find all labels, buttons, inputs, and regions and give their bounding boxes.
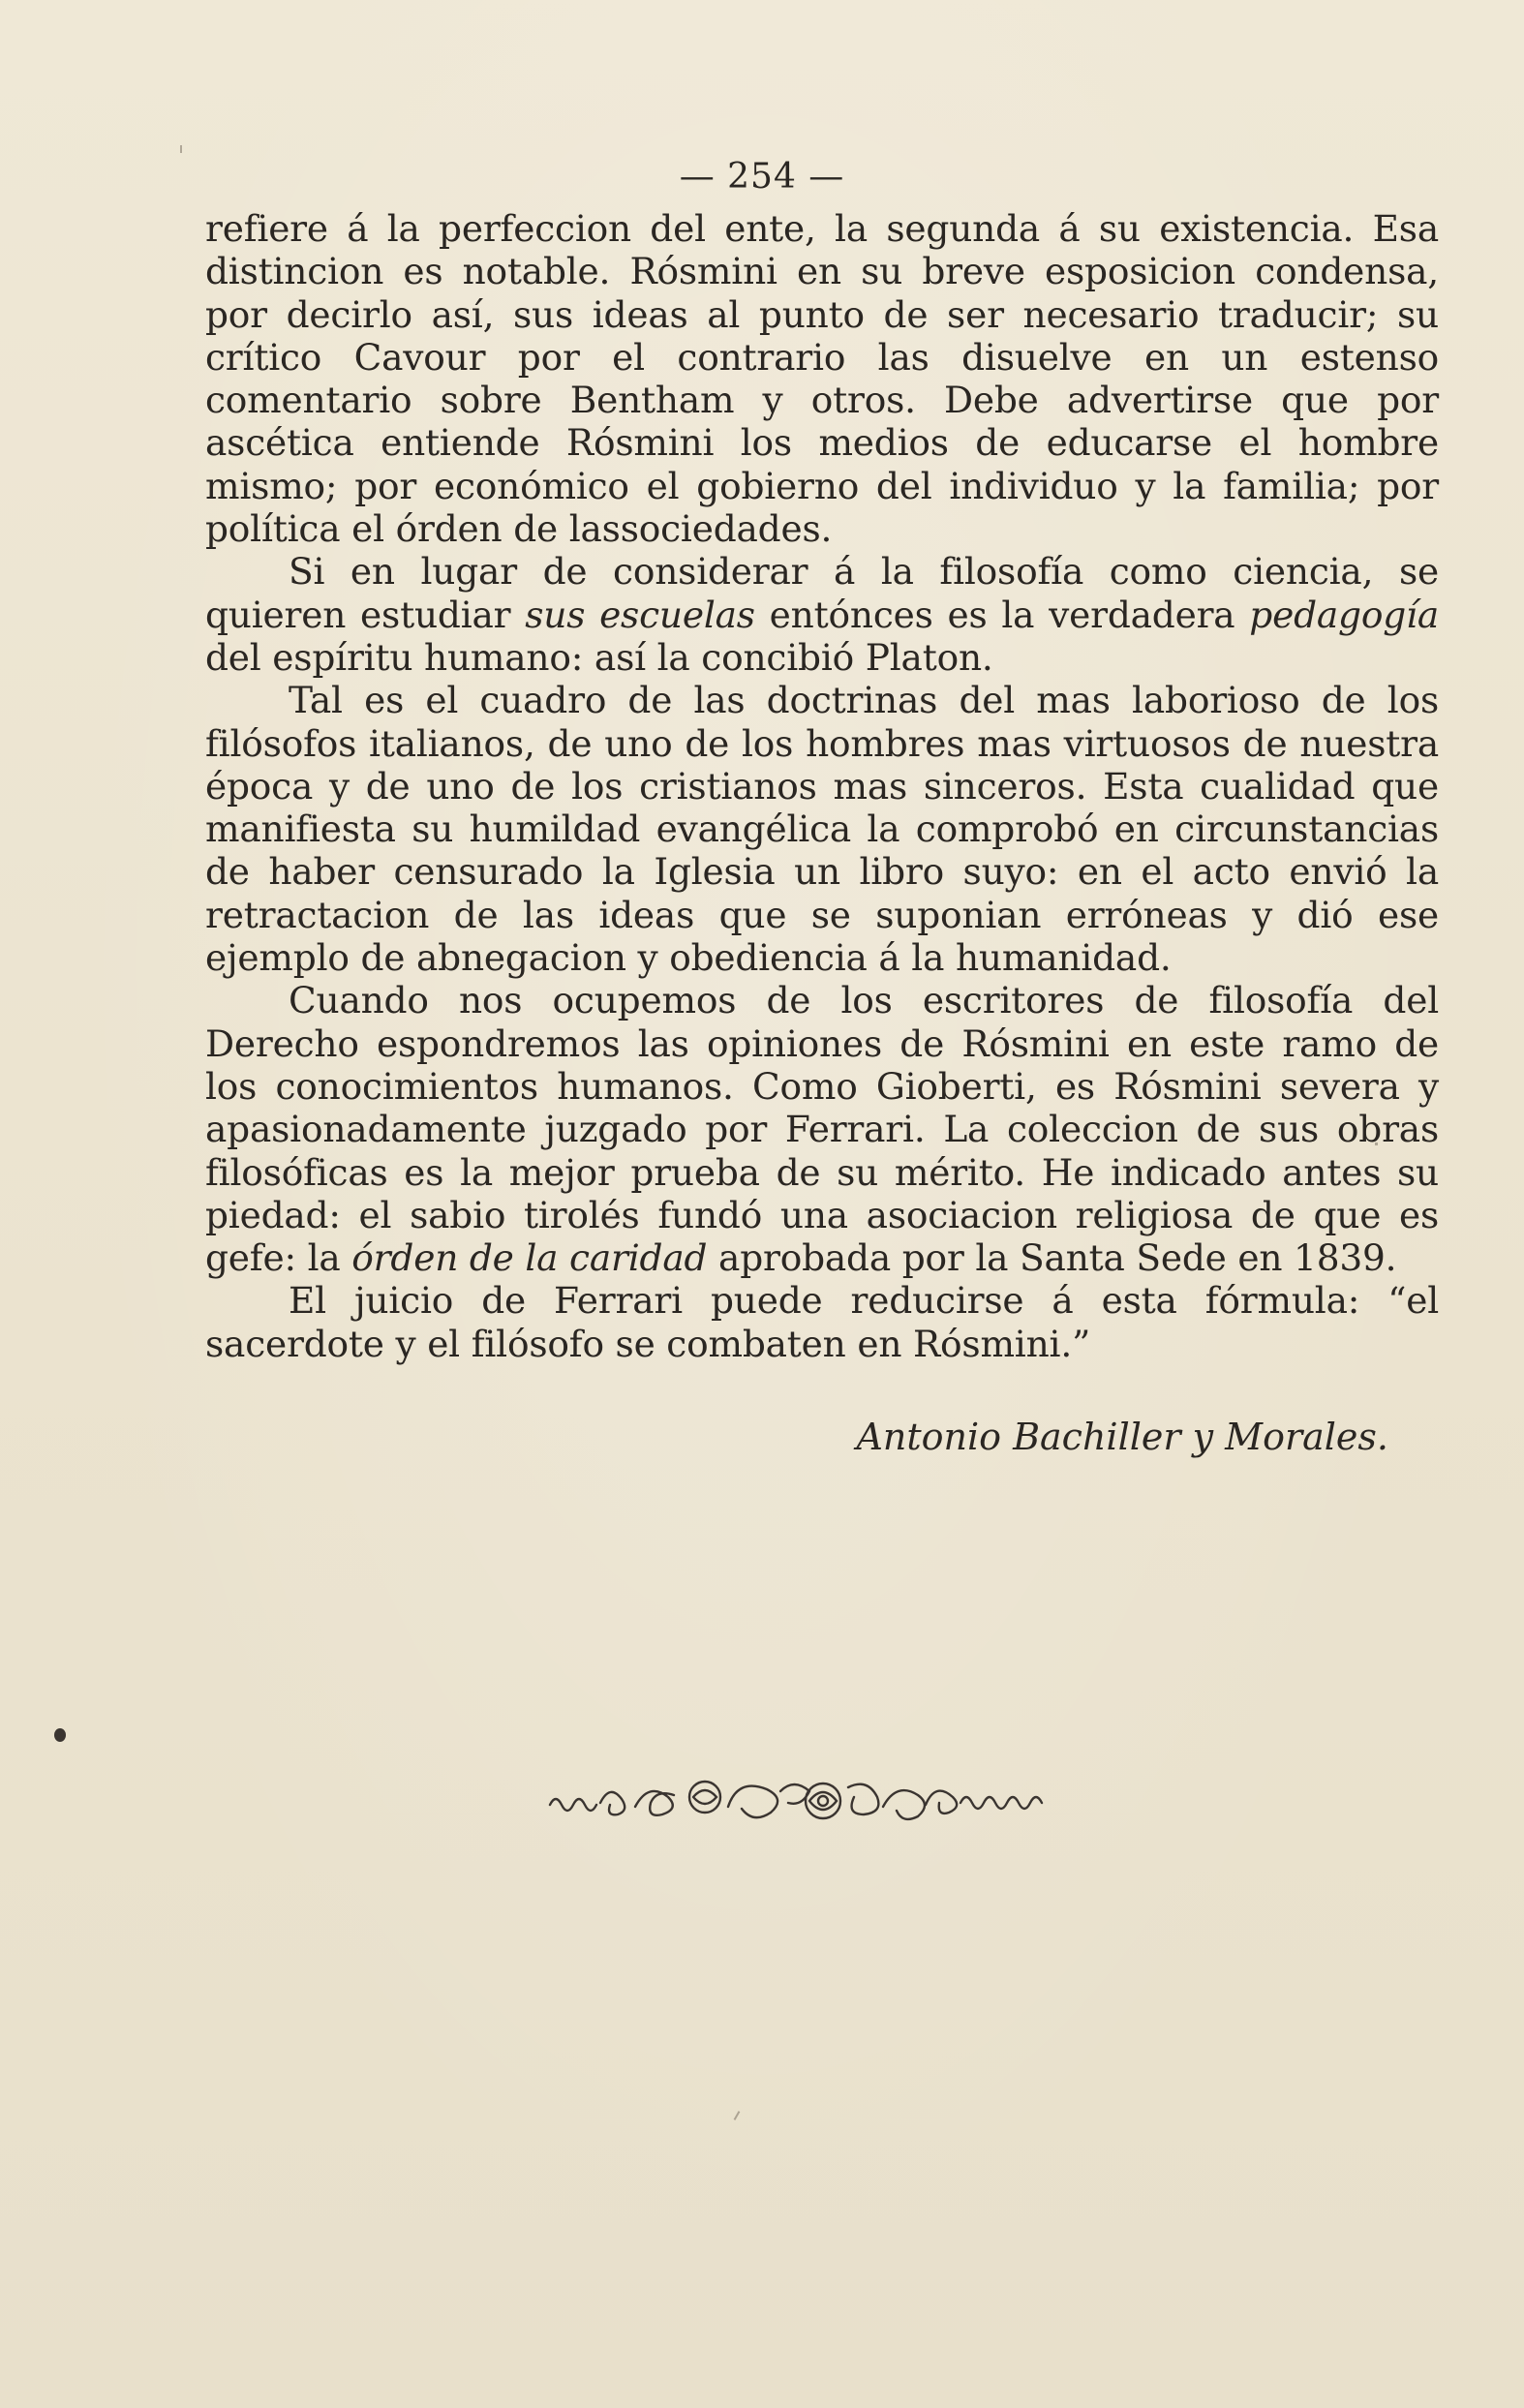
text-run: aprobada por la Santa Sede en 1839. xyxy=(707,1236,1397,1280)
ornament-vignette-icon xyxy=(542,1768,1084,1830)
page-number: — 254 — xyxy=(679,157,845,197)
text-run: Cuando nos ocupemos de los escritores de filosofía del Derecho espondremos las opiniones de Rósmini en este ramo de los conocimientos humanos. Como Gioberti, es Rósmini severa y apasionadamente juzgado por Ferrari. La coleccion de sus obras filosóficas es la mejor prueba de su mérito. He indicado antes su piedad: el sabio tirolés fundó una asociacion religiosa de que es gefe: la xyxy=(205,979,1439,1280)
paper-speck xyxy=(180,145,182,153)
paragraph xyxy=(205,207,1439,550)
body-text xyxy=(205,207,1439,1365)
author-signature: Antonio Bachiller y Morales. xyxy=(856,1416,1388,1458)
text-run: El juicio de Ferrari puede reducirse á esta fórmula: “el sacerdote y el filósofo se combaten en Rósmini.” xyxy=(205,1279,1439,1365)
ornament-svg xyxy=(542,1768,1084,1830)
margin-mark xyxy=(54,1728,66,1742)
text-run: del espíritu humano: así la concibió Platon. xyxy=(205,635,993,679)
text-run: refiere á la perfeccion del ente, la segunda á su existencia. Esa distincion es notable. Rósmini en su breve esposicion condensa, por decirlo así, sus ideas al punto de ser necesario traducir; su crítico Cavour por el contrario las disuelve en un estenso comentario sobre Bentham y otros. Debe advertirse que por ascética entiende Rósmini los medios de educarse el hombre mismo; por económico el gobierno del individuo y la familia; por política el órden de lassociedades. xyxy=(205,207,1439,551)
paragraph xyxy=(205,550,1439,679)
paragraph xyxy=(205,979,1439,1279)
paper-speck xyxy=(1375,1143,1378,1145)
text-run: Tal es el cuadro de las doctrinas del mas laborioso de los filósofos italianos, de uno de los hombres mas virtuosos de nuestra época y de uno de los cristianos mas sinceros. Esta cualidad que manifiesta su humildad evangélica la comprobó en circunstancias de haber censurado la Iglesia un libro suyo: en el acto envió la retractacion de las ideas que se suponian erróneas y dió ese ejemplo de abnegacion y obediencia á la humanidad. xyxy=(205,679,1439,980)
paragraph xyxy=(205,1279,1439,1365)
italic-phrase: pedagogía xyxy=(1249,593,1439,636)
paragraph xyxy=(205,679,1439,979)
italic-phrase: órden de la caridad xyxy=(351,1236,708,1280)
text-run: Si en lugar de considerar á la filosofía como ciencia, se quieren estudiar xyxy=(205,550,1439,636)
italic-phrase: sus escuelas xyxy=(525,593,755,636)
paper-speck xyxy=(734,2111,741,2120)
text-run: entónces es la verdadera xyxy=(754,593,1250,636)
